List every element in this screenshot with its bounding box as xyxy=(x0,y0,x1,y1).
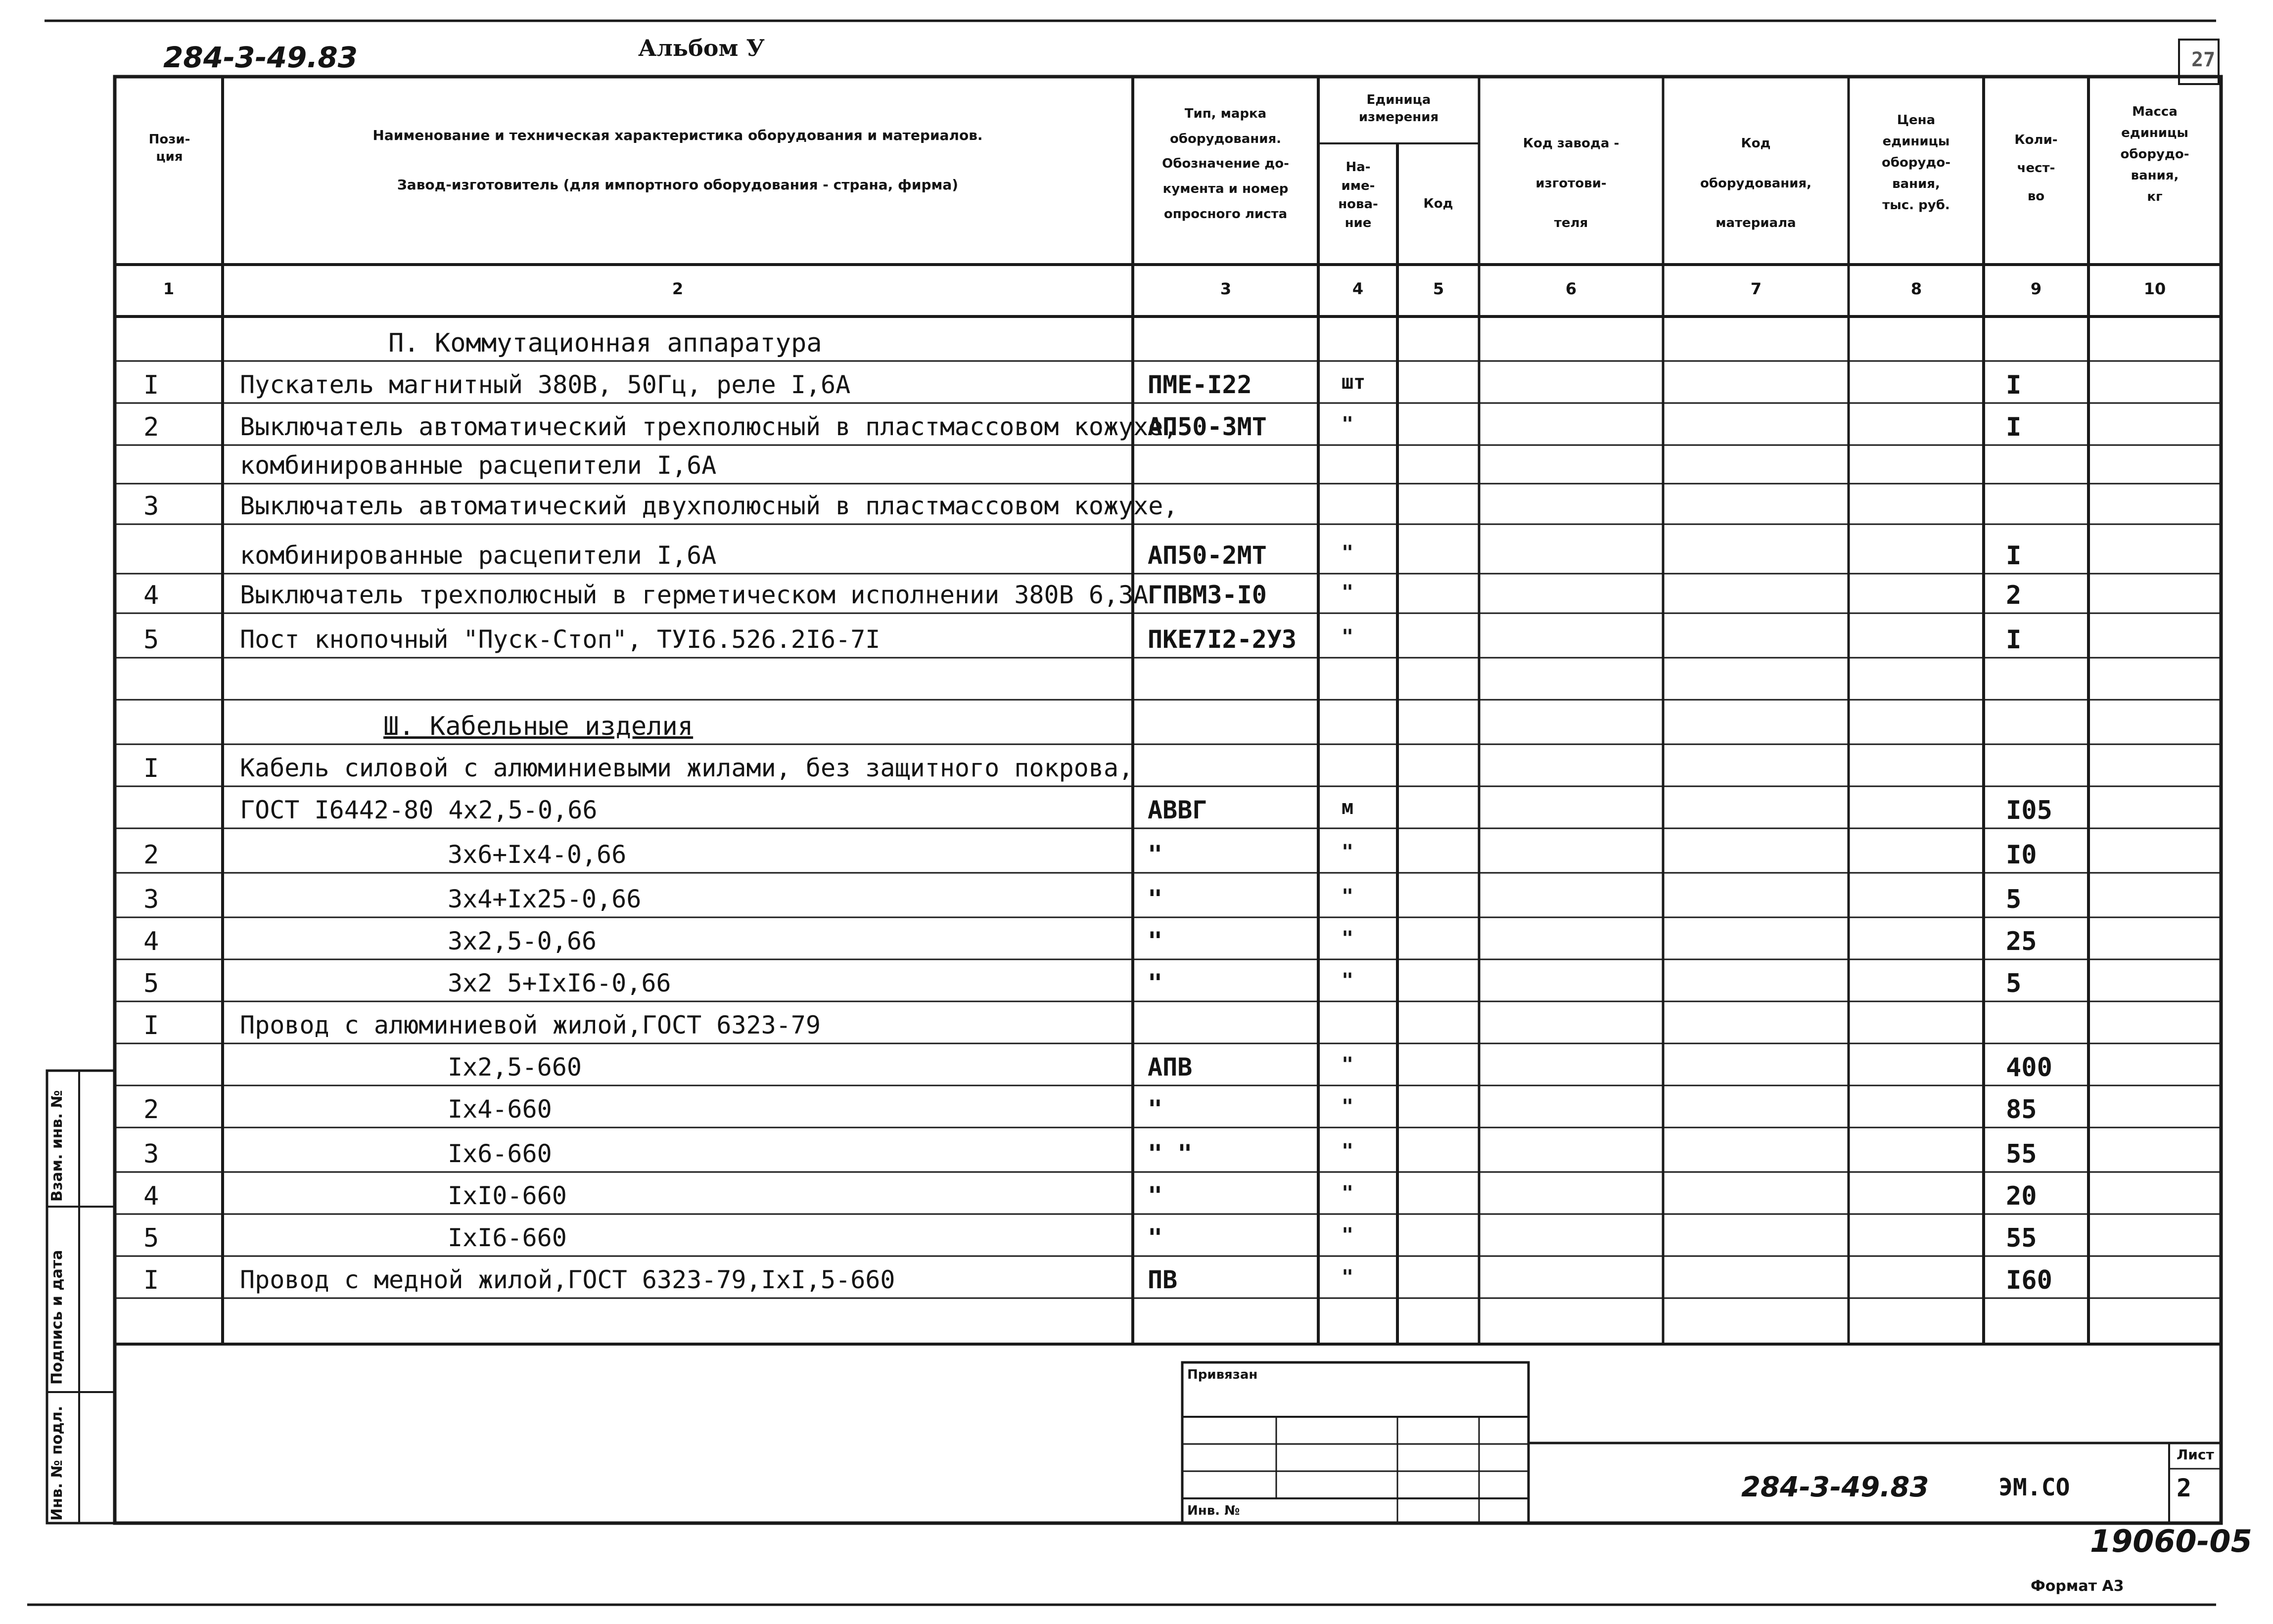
header-unit-code: Код xyxy=(1423,196,1453,211)
stamp-mark: ЭМ.СО xyxy=(1998,1474,2070,1501)
row-quantity: 400 xyxy=(2006,1053,2052,1083)
row-quantity: I xyxy=(2006,625,2022,655)
row-position: 4 xyxy=(143,1181,159,1211)
sheet-corner-number: 27 xyxy=(2191,48,2216,71)
row-type: ПМЕ-I22 xyxy=(1148,370,1252,399)
row-name: 3х4+Iх25-0,66 xyxy=(448,885,642,913)
row-position: 4 xyxy=(143,581,159,610)
row-name: комбинированные расцепители I,6А xyxy=(240,541,717,570)
row-type: " xyxy=(1148,927,1163,955)
stamp-sheet-label: Лист xyxy=(2177,1446,2214,1463)
row-position: 3 xyxy=(143,492,159,521)
row-quantity: 5 xyxy=(2006,885,2022,914)
row-type: " xyxy=(1148,1095,1163,1124)
row-type: ПВ xyxy=(1148,1265,1178,1294)
column-number: 3 xyxy=(1220,279,1232,298)
header-position: Пози- ция xyxy=(148,132,190,165)
row-unit: " xyxy=(1342,581,1354,604)
row-name: 3х6+Iх4-0,66 xyxy=(448,840,627,869)
row-unit: " xyxy=(1342,885,1354,908)
paper-format: Формат А3 xyxy=(2031,1578,2124,1595)
row-type: " " xyxy=(1148,1139,1193,1168)
row-unit: " xyxy=(1342,541,1354,564)
row-name: 3х2,5-0,66 xyxy=(448,927,597,955)
doc-code-top: 284-3-49.83 xyxy=(163,41,358,74)
row-type: АП50-3МТ xyxy=(1148,412,1267,441)
side-label-signature-date: Подпись и дата xyxy=(48,1250,66,1385)
row-quantity: I xyxy=(2006,370,2022,400)
row-type: " xyxy=(1148,1223,1163,1252)
row-name: Iх2,5-660 xyxy=(448,1053,582,1082)
row-name: IхI6-660 xyxy=(448,1223,567,1252)
header-name-line1: Наименование и техническая характеристика оборудования и материалов. xyxy=(372,127,983,143)
row-quantity: I0 xyxy=(2006,840,2037,870)
row-quantity: I xyxy=(2006,412,2022,442)
row-type: АП50-2МТ xyxy=(1148,541,1267,570)
row-unit: " xyxy=(1342,927,1354,950)
row-position: I xyxy=(143,370,159,400)
row-quantity: I05 xyxy=(2006,796,2052,825)
column-number: 1 xyxy=(163,279,175,298)
row-name: Пост кнопочный "Пуск-Стоп", ТУI6.526.2I6-7I xyxy=(240,625,881,654)
row-quantity: 85 xyxy=(2006,1095,2037,1125)
stamp-sheet-number: 2 xyxy=(2177,1474,2192,1502)
stamp-doc-code: 284-3-49.83 xyxy=(1741,1471,1929,1503)
row-quantity: 5 xyxy=(2006,969,2022,998)
row-type: АВВГ xyxy=(1148,796,1207,824)
column-number: 2 xyxy=(672,279,684,298)
row-quantity: 20 xyxy=(2006,1181,2037,1211)
row-quantity: 55 xyxy=(2006,1139,2037,1169)
row-type: " xyxy=(1148,969,1163,997)
row-name: Выключатель трехполюсный в герметическом исполнении 380В 6,3А xyxy=(240,581,1149,609)
side-label-original-inv: Инв. № подл. xyxy=(48,1405,66,1521)
row-name: 3х2 5+IхI6-0,66 xyxy=(448,969,671,997)
header-quantity: Коли- чест- во xyxy=(2014,133,2058,204)
row-position: 5 xyxy=(143,625,159,655)
row-unit: " xyxy=(1342,1095,1354,1118)
row-unit: " xyxy=(1342,1224,1354,1247)
row-position: I xyxy=(143,1011,159,1040)
column-number: 9 xyxy=(2030,279,2042,298)
row-unit: " xyxy=(1342,841,1354,863)
side-label-replaced-inv: Взам. инв. № xyxy=(48,1090,66,1202)
row-unit: " xyxy=(1342,1053,1354,1076)
row-quantity: 55 xyxy=(2006,1223,2037,1253)
row-name: П. Коммутационная аппаратура xyxy=(388,328,822,358)
row-type: АПВ xyxy=(1148,1053,1193,1082)
row-unit: " xyxy=(1342,969,1354,992)
header-unit-mass: Масса единицы оборудо- вания, кг xyxy=(2120,104,2189,204)
row-position: 5 xyxy=(143,969,159,998)
row-name: ГОСТ I6442-80 4х2,5-0,66 xyxy=(240,796,598,824)
column-number: 10 xyxy=(2143,279,2166,298)
row-quantity: 25 xyxy=(2006,927,2037,956)
row-quantity: 2 xyxy=(2006,581,2022,610)
archive-number: 19060-05 xyxy=(2090,1523,2252,1559)
row-position: 3 xyxy=(143,885,159,914)
column-number: 7 xyxy=(1750,279,1762,298)
stamp-inv-no: Инв. № xyxy=(1187,1503,1240,1518)
row-unit: " xyxy=(1342,626,1354,648)
header-type: Тип, марка оборудования. Обозначение до- кумента и номер опросного листа xyxy=(1162,106,1289,222)
row-type: ПКЕ7I2-2У3 xyxy=(1148,625,1297,654)
column-number: 8 xyxy=(1910,279,1922,298)
header-name-line2: Завод-изготовитель (для импортного оборудования - страна, фирма) xyxy=(397,177,959,193)
row-name: комбинированные расцепители I,6А xyxy=(240,451,717,480)
row-quantity: I60 xyxy=(2006,1265,2052,1295)
column-number: 4 xyxy=(1352,279,1364,298)
stamp-privyazan: Привязан xyxy=(1187,1367,1258,1382)
row-position: 2 xyxy=(143,1095,159,1125)
row-position: 3 xyxy=(143,1139,159,1169)
row-position: 2 xyxy=(143,412,159,442)
column-number: 5 xyxy=(1433,279,1444,298)
header-plant-code: Код завода - изготови- теля xyxy=(1523,136,1620,231)
column-number: 6 xyxy=(1565,279,1577,298)
header-equipment-code: Код оборудования, материала xyxy=(1700,136,1812,231)
row-name: IхI0-660 xyxy=(448,1181,567,1210)
row-name: Iх6-660 xyxy=(448,1139,552,1168)
row-unit: " xyxy=(1342,1266,1354,1289)
row-name: Выключатель автоматический трехполюсный в пластмассовом кожухе, xyxy=(240,412,1178,441)
row-position: 4 xyxy=(143,927,159,956)
row-unit: шт xyxy=(1342,371,1366,394)
header-unit-price: Цена единицы оборудо- вания, тыс. руб. xyxy=(1881,113,1951,213)
row-type: " xyxy=(1148,885,1163,913)
row-quantity: I xyxy=(2006,541,2022,571)
row-position: 5 xyxy=(143,1223,159,1253)
row-name: Кабель силовой с алюминиевыми жилами, без защитного покрова, xyxy=(240,754,1134,782)
row-unit: м xyxy=(1342,796,1354,819)
row-unit: " xyxy=(1342,1182,1354,1205)
row-type: ГПВМЗ-I0 xyxy=(1148,581,1267,609)
row-name: Ш. Кабельные изделия xyxy=(383,712,694,741)
row-position: 2 xyxy=(143,840,159,870)
row-type: " xyxy=(1148,840,1163,869)
row-name: Провод с медной жилой,ГОСТ 6323-79,IхI,5-660 xyxy=(240,1265,895,1294)
row-name: Провод с алюминиевой жилой,ГОСТ 6323-79 xyxy=(240,1011,821,1039)
album-title: Альбом У xyxy=(638,35,765,61)
row-position: I xyxy=(143,754,159,783)
row-unit: " xyxy=(1342,1140,1354,1163)
row-unit: " xyxy=(1342,413,1354,436)
row-name: Iх4-660 xyxy=(448,1095,552,1124)
row-position: I xyxy=(143,1265,159,1295)
header-unit-name: На- име- нова- ние xyxy=(1338,160,1378,231)
row-name: Выключатель автоматический двухполюсный в пластмассовом кожухе, xyxy=(240,492,1178,520)
row-name: Пускатель магнитный 380В, 50Гц, реле I,6А xyxy=(240,370,851,399)
row-type: " xyxy=(1148,1181,1163,1210)
header-unit-group: Единица измерения xyxy=(1358,92,1439,125)
